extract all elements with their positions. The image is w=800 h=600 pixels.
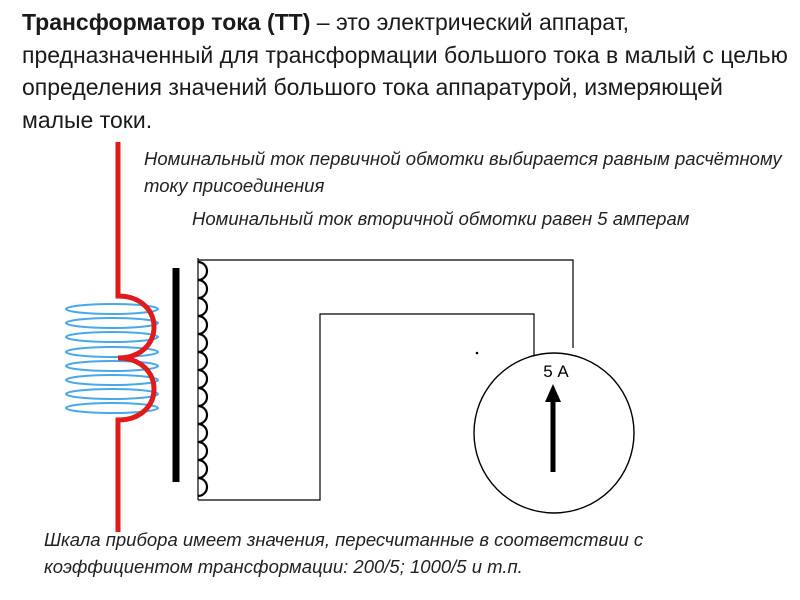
primary-coil-turn bbox=[66, 375, 158, 385]
ammeter bbox=[474, 353, 634, 513]
definition-term: Трансформатор тока (ТТ) bbox=[22, 9, 311, 35]
primary-coil bbox=[66, 304, 158, 413]
primary-coil-turn bbox=[66, 332, 158, 342]
primary-coil-turn bbox=[66, 318, 158, 328]
primary-conductor bbox=[118, 142, 154, 532]
secondary-winding-note: Номинальный ток вторичной обмотки равен 5 амперам bbox=[192, 208, 690, 229]
definition-text: – это электрический аппарат, предназначенный для трансформации большого тока в малый с целью определения значений большого тока аппаратурой, измеряющей малые токи. bbox=[22, 9, 788, 133]
primary-coil-turn bbox=[66, 389, 158, 399]
dot-mark bbox=[476, 352, 479, 355]
scale-note: Шкала прибора имеет значения, пересчитанные в соответствии с коэффициентом трансформации: 200/5; 1000/5 и т.п. bbox=[44, 529, 644, 577]
secondary-wire-top bbox=[198, 260, 573, 348]
ammeter-label: 5 А bbox=[543, 362, 569, 381]
primary-winding-note: Номинальный ток первичной обмотки выбирается равным расчётному току присоединения bbox=[144, 148, 782, 196]
secondary-winding bbox=[198, 262, 207, 496]
